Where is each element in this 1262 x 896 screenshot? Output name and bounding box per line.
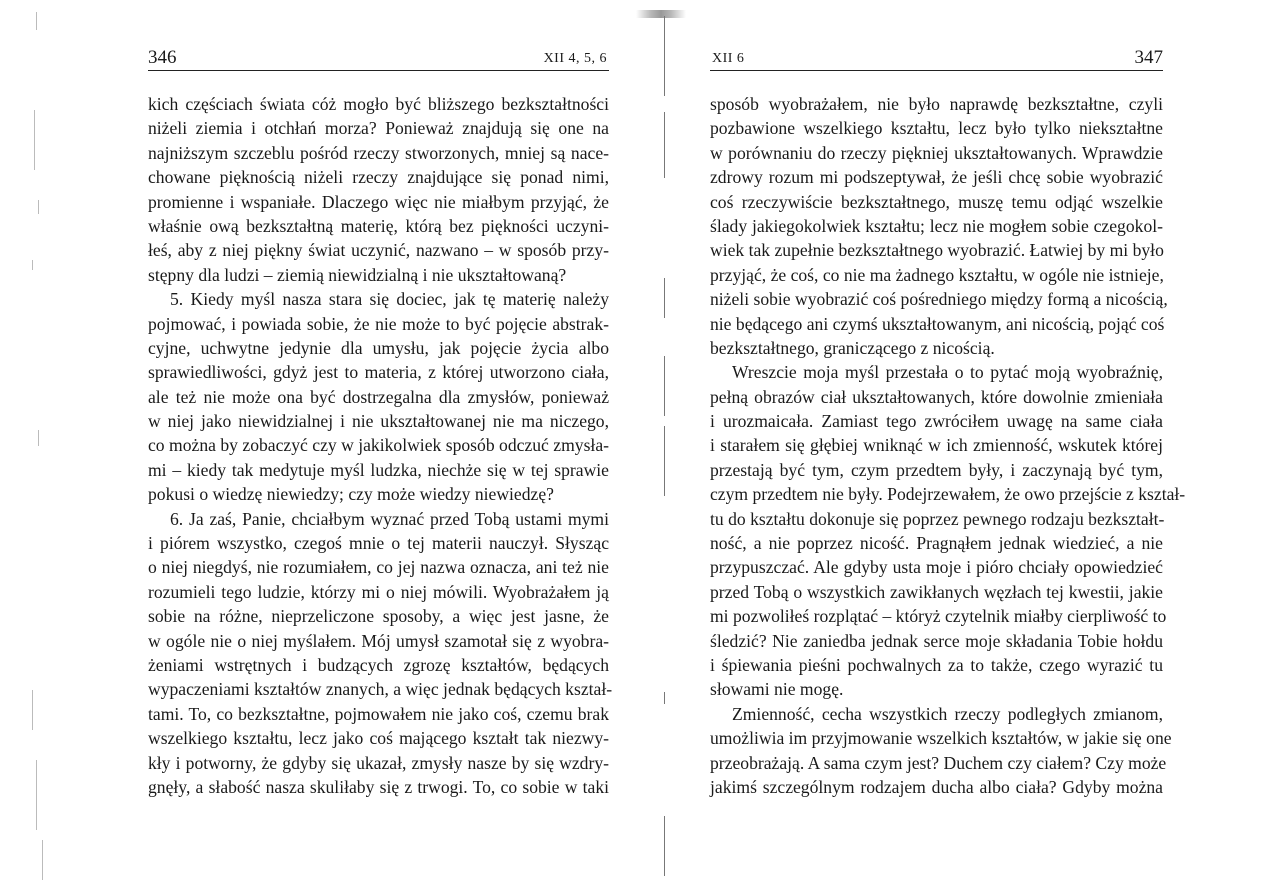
text-line: 6. Ja zaś, Panie, chciałbym wyznać przed Tobą ustami mymi xyxy=(170,508,609,529)
text-line: pozbawione wszelkiego kształtu, lecz było tylko niekształtne xyxy=(710,118,1163,139)
text-line: i starałem się głębiej wniknąć w ich zmienność, wskutek której xyxy=(710,435,1163,456)
text-line: najniższym szczeblu pośród rzeczy stworzonych, mniej są nace- xyxy=(148,142,609,163)
text-line: stępny dla ludzi – ziemią niewidzialną i nie ukształtowaną? xyxy=(148,264,567,285)
right-page-text xyxy=(710,92,1186,799)
right-page-header xyxy=(710,48,1163,71)
text-line: łeś, aby z niej piękny świat uczynić, nazwano – w sposób przy- xyxy=(148,240,609,261)
text-line: przed Tobą o wszystkich zawikłanych węzłach tej kwestii, jakie xyxy=(710,581,1163,602)
text-line: gnęły, a słabość nasza skuliłaby się z trwogi. To, co sobie w taki xyxy=(148,776,609,797)
text-line: kły i potworny, że gdyby się ukazał, zmysły nasze by się wzdry- xyxy=(148,752,609,773)
text-line: sposób wyobrażałem, nie było naprawdę bezkształtne, czyli xyxy=(710,94,1163,114)
text-line: niżeli ziemia i otchłań morza? Ponieważ znajdują się one na xyxy=(148,118,609,139)
text-line: żeniami wstrętnych i budzących zgrozę kształtów, będących xyxy=(148,654,609,675)
text-line: sobie na różne, nieprzeliczone sposoby, a więc jest jasne, że xyxy=(148,606,609,627)
left-page-header xyxy=(148,48,609,71)
text-line: promienne i wspaniałe. Dlaczego więc nie miałbym przyjąć, że xyxy=(148,191,609,212)
text-line: ślady jakiegokolwiek kształtu; lecz nie mogłem sobie czegokol- xyxy=(710,215,1163,236)
text-line: niżeli sobie wyobrazić coś pośredniego między formą a nicością, xyxy=(710,289,1168,310)
text-line: wiek tak zupełnie bezkształtnego wyobrazić. Łatwiej by mi było xyxy=(710,240,1164,261)
text-line: przestają być tym, czym przedtem były, i zaczynają być tym, xyxy=(710,459,1163,480)
text-line: ność, a nie poprzez nicość. Pragnąłem jednak wiedzieć, a nie xyxy=(710,533,1163,554)
text-line: nie będącego ani czymś ukształtowanym, ani nicością, pojąć coś xyxy=(710,313,1165,334)
text-line: pełną obrazów ciał ukształtowanych, które dowolnie zmieniała xyxy=(710,386,1163,407)
text-line: tu do kształtu dokonuje się poprzez pewnego rodzaju bezkształt- xyxy=(710,508,1165,529)
text-line: tami. To, co bezkształtne, pojmowałem nie jako coś, czemu brak xyxy=(148,703,609,724)
text-line: w niej jako niewidzialnej i nie ukształtowanej nie ma niczego, xyxy=(148,411,609,432)
text-line: bezkształtnego, graniczącego z nicością. xyxy=(710,337,995,358)
page-number: 346 xyxy=(148,47,177,68)
text-line: jakimś szczególnym rodzajem ducha albo ciała? Gdyby można xyxy=(710,776,1163,797)
text-line: kich częściach świata cóż mogło być bliższego bezkształtności xyxy=(148,94,609,114)
text-line: słowami nie mogę. xyxy=(710,679,844,700)
text-line: i urozmaicała. Zamiast tego zwróciłem uwagę na same ciała xyxy=(710,411,1163,432)
text-line: chowane pięknością niżeli rzeczy znajdujące się ponad nimi, xyxy=(148,167,609,188)
text-line: ale też nie może ona być dostrzegalna dla zmysłów, ponieważ xyxy=(148,386,609,407)
text-line: przeobrażają. A sama czym jest? Duchem czy ciałem? Czy może xyxy=(710,752,1167,773)
running-head: XII 6 xyxy=(712,51,745,66)
text-line: Wreszcie moja myśl przestała o to pytać moją wyobraźnię, xyxy=(732,362,1163,383)
text-line: wypaczeniami kształtów znanych, a więc jednak będących kształ- xyxy=(148,679,613,700)
text-line: mi – kiedy tak medytuje myśl ludzka, niechże się w tej sprawie xyxy=(148,459,609,480)
text-line: mi pozwoliłeś rozplątać – któryż czytelnik miałby cierpliwość to xyxy=(710,606,1167,627)
text-line: w ogóle nie o niej myślałem. Mój umysł szamotał się z wyobra- xyxy=(148,630,609,651)
text-line: zdrowy rozum mi podszeptywał, że jeśli chcę sobie wyobrazić xyxy=(710,167,1163,188)
text-line: i śpiewania pieśni pochwalnych za to także, czego wyrazić tu xyxy=(710,654,1163,675)
text-line: coś rzeczywiście bezkształtnego, muszę temu odjąć wszelkie xyxy=(710,191,1163,212)
left-page xyxy=(0,0,632,894)
text-line: przyjąć, że coś, co nie ma żadnego kształtu, w ogóle nie istnieje, xyxy=(710,264,1164,285)
text-line: czym przedtem nie były. Podejrzewałem, że owo przejście z kształ- xyxy=(710,484,1186,505)
text-line: w porównaniu do rzeczy piękniej ukształtowanych. Wprawdzie xyxy=(710,142,1163,163)
text-line: sprawiedliwości, gdyż jest to materia, z której utworzono ciała, xyxy=(148,362,609,383)
right-page xyxy=(632,0,1262,894)
text-line: o niej niegdyś, nie rozumiałem, co jej nazwa oznacza, ani też nie xyxy=(148,557,609,578)
text-line: właśnie ową bezkształtną materię, którą bez piękności uczyni- xyxy=(148,215,609,236)
text-line: przypuszczać. Ale gdyby usta moje i pióro chciały opowiedzieć xyxy=(710,557,1163,578)
text-line: Zmienność, cecha wszystkich rzeczy podległych zmianom, xyxy=(732,703,1163,724)
page-number: 347 xyxy=(1134,47,1163,68)
text-line: i piórem wszystko, czegoś mnie o tej materii nauczył. Słysząc xyxy=(148,533,609,554)
text-line: pojmować, i powiada sobie, że nie może to być pojęcie abstrak- xyxy=(148,313,609,334)
text-line: co można by zobaczyć czy w jakikolwiek sposób odczuć zmysła- xyxy=(148,435,609,456)
text-line: rozumieli tego ludzie, którzy mi o niej mówili. Wyobrażałem ją xyxy=(148,581,609,602)
text-line: wszelkiego kształtu, lecz jako coś mającego kształt tak niezwy- xyxy=(148,728,609,749)
running-head: XII 4, 5, 6 xyxy=(543,51,607,66)
text-line: śledzić? Nie zaniedba jednak serce moje składania Tobie hołdu xyxy=(710,630,1163,651)
text-line: umożliwia im przyjmowanie wszelkich kształtów, w jakie się one xyxy=(710,728,1172,749)
text-line: pokusi o wiedzę niewiedzy; czy może wiedzy niewiedzę? xyxy=(148,484,554,505)
text-line: 5. Kiedy myśl nasza stara się dociec, jak tę materię należy xyxy=(170,289,609,310)
text-line: cyjne, uchwytne jedynie dla umysłu, jak pojęcie życia albo xyxy=(148,337,609,358)
left-page-text xyxy=(148,92,613,799)
